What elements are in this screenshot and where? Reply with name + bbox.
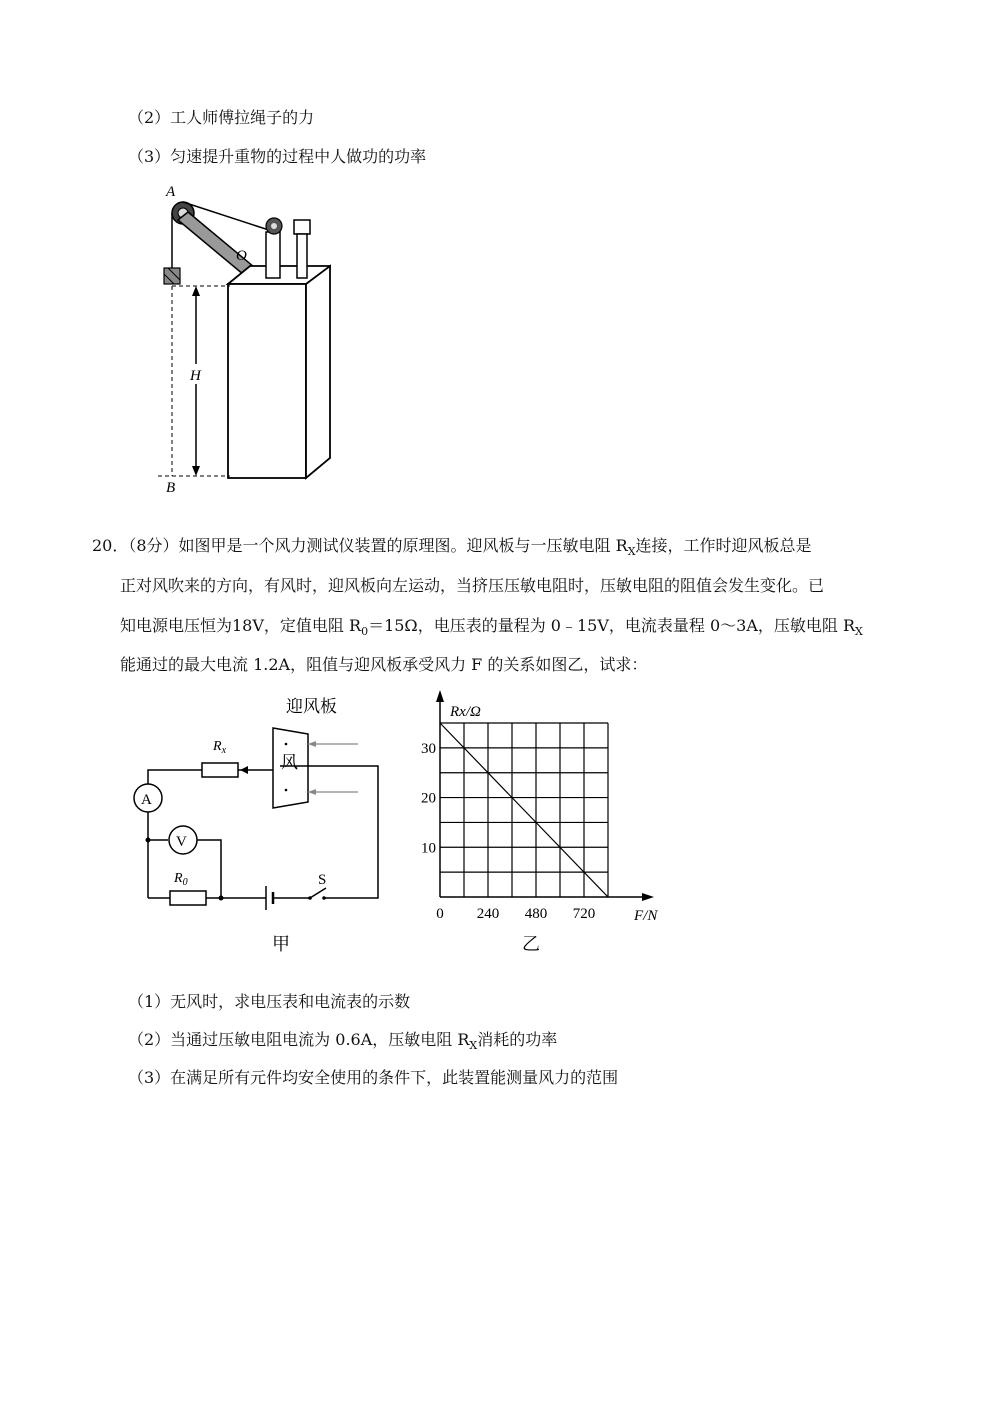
q20-line2: 正对风吹来的方向，有风时，迎风板向左运动，当挤压压敏电阻时，压敏电阻的阻值会发生变化。已 [120, 576, 825, 595]
motor-post [297, 234, 307, 278]
q20-line1-text: 20．（8分）如图甲是一个风力测试仪装置的原理图。迎风板与一压敏电阻 R [92, 536, 628, 555]
q20-sub3: （3）在满足所有元件均安全使用的条件下，此装置能测量风力的范围 [128, 1068, 619, 1087]
chart-caption: 乙 [522, 934, 540, 954]
y-tick-label: 30 [421, 740, 436, 757]
q20-line4: 能通过的最大电流 1.2A，阻值与迎风板承受风力 F 的关系如图乙，试求： [120, 655, 648, 674]
x-tick-label: 240 [476, 906, 500, 922]
q20-line3-sub0: 0 [361, 625, 369, 639]
r0-resistor [170, 891, 206, 905]
board-label: 迎风板 [286, 697, 337, 717]
q20-line3-b: ＝15Ω，电压表的量程为 0﹣15V，电流表量程 0～3A，压敏电阻 R [368, 616, 856, 635]
y-axis-label: Rx/Ω [450, 704, 481, 720]
wind-label: 风 [281, 753, 298, 772]
x-axis-arrow [642, 893, 654, 901]
q19-sub2: （2）工人师傅拉绳子的力 [128, 108, 315, 127]
circuit-figure [120, 688, 400, 958]
x-tick-label: 480 [524, 906, 548, 922]
r0-label: $R_0$ [174, 871, 188, 888]
series-line [440, 723, 608, 897]
winch-post [266, 232, 280, 278]
switch-label: S [318, 872, 327, 888]
q20-sub2-a: （2）当通过压敏电阻电流为 0.6A，压敏电阻 R [128, 1030, 470, 1049]
q20-line3 [120, 616, 863, 642]
x-axis-label: F/N [634, 908, 658, 924]
x-tick-label: 0 [436, 906, 444, 922]
q20-sub2-sub: X [469, 1039, 478, 1053]
svg-text:A: A [141, 792, 152, 808]
rx-force-chart [410, 688, 680, 958]
y-tick-label: 20 [421, 790, 436, 807]
motor-body [294, 220, 310, 234]
q19-sub3: （3）匀速提升重物的过程中人做功的功率 [128, 147, 427, 166]
svg-text:V: V [176, 834, 187, 850]
label-h: H [190, 368, 201, 384]
box-front [228, 284, 306, 478]
circuit-caption: 甲 [272, 934, 290, 954]
y-axis-arrow [436, 690, 444, 702]
label-a: A [166, 184, 176, 200]
q20-sub2-b: 消耗的功率 [477, 1030, 558, 1049]
y-tick-label: 10 [421, 840, 436, 857]
q20-line3-a: 知电源电压恒为18V，定值电阻 R [120, 616, 362, 635]
label-o: O [236, 248, 247, 264]
q20-line1-tail: 连接，工作时迎风板总是 [635, 536, 812, 555]
box-side [306, 266, 330, 478]
pulley-figure [150, 180, 350, 500]
rx-resistor [202, 763, 238, 777]
q20-sub2 [128, 1030, 557, 1056]
q20-line1-sub: X [627, 545, 636, 559]
rx-label: $R_x$ [213, 739, 227, 756]
q20-line3-subx: X [855, 625, 863, 639]
q20-sub1: （1）无风时，求电压表和电流表的示数 [128, 992, 411, 1011]
label-b: B [166, 480, 176, 496]
x-tick-label: 720 [572, 906, 596, 922]
q20-line1 [92, 536, 812, 562]
